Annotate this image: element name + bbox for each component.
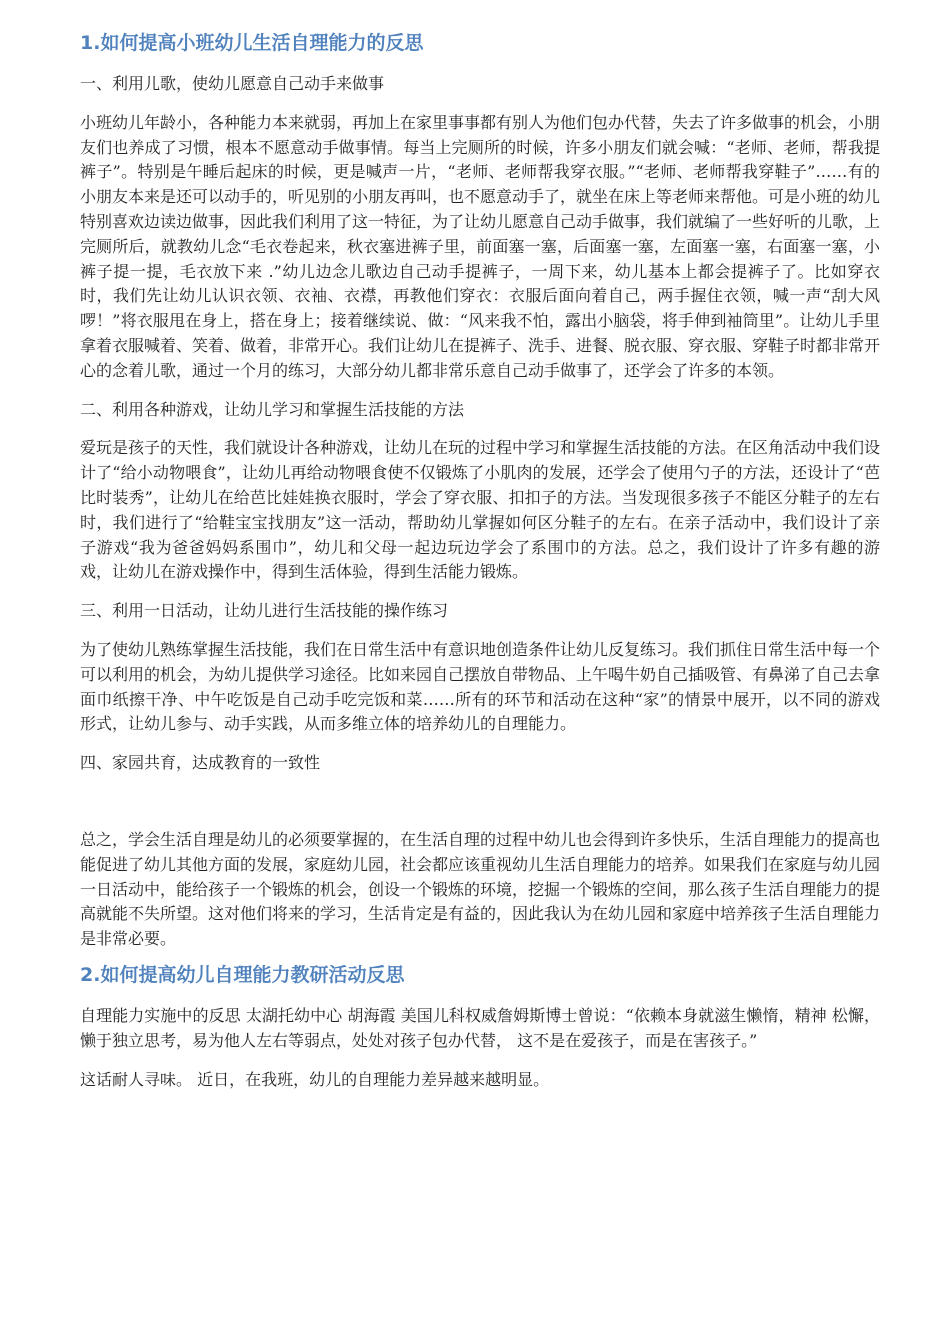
section1-paragraph-1: 小班幼儿年龄小，各种能力本来就弱，再加上在家里事事都有别人为他们包办代替，失去了许多做事的机会，小朋友们也养成了习惯，根本不愿意动手做事情。每当上完厕所的时候，许多小朋友们就会喊：“老师、老师，帮我提裤子”。特别是午睡后起床的时候，更是喊声一片，“老师、老师帮我穿衣服。”“老师、老师帮我穿鞋子”……有的小朋友本来是还可以动手的，听见别的小朋友再叫，也不愿意动手了，就坐在床上等老师来帮他。可是小班的幼儿特别喜欢边读边做事，因此我们利用了这一特征，为了让幼儿愿意自己动手做事，我们就编了一些好听的儿歌，上完厕所后，就教幼儿念“毛衣卷起来，秋衣塞进裤子里，前面塞一塞，后面塞一塞，左面塞一塞，右面塞一塞，小裤子提一提，毛衣放下来 .”幼儿边念儿歌边自己动手提裤子，一周下来，幼儿基本上都会提裤子了。比如穿衣时，我们先让幼儿认识衣领、衣袖、衣襟，再教他们穿衣：衣服后面向着自己，两手握住衣领，喊一声“刮大风啰！”将衣服甩在身上，搭在身上；接着继续说、做：“风来我不怕，露出小脑袋，将手伸到袖筒里”。让幼儿手里拿着衣服喊着、笑着、做着，非常开心。我们让幼儿在提裤子、洗手、进餐、脱衣服、穿衣服、穿鞋子时都非常开心的念着儿歌，通过一个月的练习，大部分幼儿都非常乐意自己动手做事了，还学会了许多的本领。 <box>80 112 881 380</box>
section2-title: 2.如何提高幼儿自理能力教研活动反思 <box>80 963 405 986</box>
section2-paragraph-2: 这话耐人寻味。 近日，在我班，幼儿的自理能力差异越来越明显。 <box>80 1069 550 1089</box>
section2-paragraph-1: 自理能力实施中的反思 太湖托幼中心 胡海霞 美国儿科权威詹姆斯博士曾说：“依赖本身就滋生懒惰，精神 松懈，懒于独立思考，易为他人左右等弱点，处处对孩子包办代替， 这不是在爱孩子，而是在害孩子。” <box>80 1005 880 1050</box>
section1-heading-4: 四、家园共育，达成教育的一致性 <box>80 753 321 773</box>
section1-paragraph-3: 为了使幼儿熟练掌握生活技能，我们在日常生活中有意识地创造条件让幼儿反复练习。我们抓住日常生活中每一个可以利用的机会，为幼儿提供学习途径。比如来园自己摆放自带物品、上午喝牛奶自己插吸管、有鼻涕了自己去拿面巾纸擦干净、中午吃饭是自己动手吃完饭和菜……所有的环节和活动在这种“家”的情景中展开，以不同的游戏形式，让幼儿参与、动手实践，从而多维立体的培养幼儿的自理能力。 <box>80 639 881 734</box>
section1-paragraph-2: 爱玩是孩子的天性，我们就设计各种游戏，让幼儿在玩的过程中学习和掌握生活技能的方法。在区角活动中我们设计了“给小动物喂食”，让幼儿再给动物喂食使不仅锻炼了小肌肉的发展，还学会了使用勺子的方法，还设计了“芭比时装秀”，让幼儿在给芭比娃娃换衣服时，学会了穿衣服、扣扣子的方法。当发现很多孩子不能区分鞋子的左右时，我们进行了“给鞋宝宝找朋友”这一活动，帮助幼儿掌握如何区分鞋子的左右。在亲子活动中，我们设计了亲子游戏“我为爸爸妈妈系围巾”，幼儿和父母一起边玩边学会了系围巾的方法。总之，我们设计了许多有趣的游戏，让幼儿在游戏操作中，得到生活体验，得到生活能力锻炼。 <box>80 438 881 582</box>
document-page <box>80 28 880 1092</box>
section1-conclusion: 总之，学会生活自理是幼儿的必须要掌握的，在生活自理的过程中幼儿也会得到许多快乐，生活自理能力的提高也能促进了幼儿其他方面的发展，家庭幼儿园，社会都应该重视幼儿生活自理能力的培养。如果我们在家庭与幼儿园一日活动中，能给孩子一个锻炼的机会，创设一个锻炼的环境，挖掘一个锻炼的空间，那么孩子生活自理能力的提高就能不失所望。这对他们将来的学习，生活肯定是有益的，因此我认为在幼儿园和家庭中培养孩子生活自理能力是非常必要。 <box>80 829 881 949</box>
section1-title: 1.如何提高小班幼儿生活自理能力的反思 <box>80 32 424 54</box>
section1-heading-2: 二、利用各种游戏，让幼儿学习和掌握生活技能的方法 <box>80 399 465 419</box>
section1-heading-1: 一、利用儿歌，使幼儿愿意自己动手来做事 <box>80 74 385 93</box>
section1-heading-3: 三、利用一日活动，让幼儿进行生活技能的操作练习 <box>80 601 449 621</box>
